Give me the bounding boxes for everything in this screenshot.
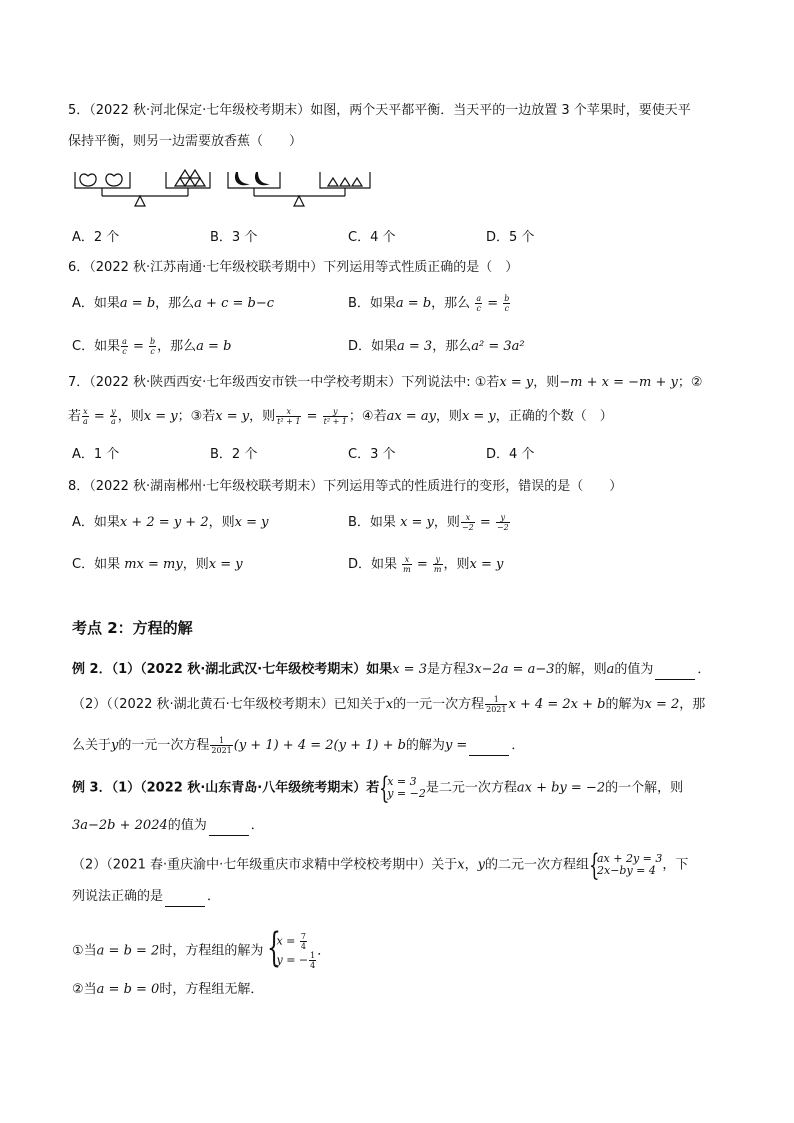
ex3-part1-line1: 例 3．（1）（2022 秋·山东青岛·八年级统考期末）若 { x = 3 y = −2 是二元一次方程ax + by = −2的一个解，则 <box>72 771 684 806</box>
q8-option-b: B．如果 x = y，则 $\frac{x}{-2}$ = $\frac{y}{-2}$ <box>348 513 509 532</box>
ex3-part2-line2: 列说法正确的是 ． <box>72 887 220 907</box>
balance-figure <box>70 164 390 214</box>
q5-line1: 5．（2022 秋·河北保定·七年级校考期末）如图，两个天平都平衡．当天平的一边放置 3 个苹果时，要使天平 <box>68 103 691 118</box>
q5-option-a: A．2 个 <box>72 230 120 245</box>
q7-line1: 7．（2022 秋·陕西西安·七年级西安市铁一中学校考期末）下列说法中: ①若x = y，则−m + x = −m + y；② <box>68 375 703 390</box>
q6-option-a: A．如果a = b，那么a + c = b−c <box>72 296 274 311</box>
banana-icon <box>255 172 270 185</box>
q7-option-d: D．4 个 <box>486 447 535 462</box>
ex2-part1: 例 2．（1）（2022 秋·湖北武汉·七年级校考期末）如果x = 3是方程3x−2a = a−3的解，则a的值为 ． <box>72 660 710 680</box>
solution-system: { x = $\frac{7}{4}$ y = − $\frac{1}{4}$ <box>267 925 316 971</box>
q5-option-c: C．4 个 <box>348 230 396 245</box>
ex3-part1-line2: 3a−2b + 2024的值为 ． <box>72 816 264 836</box>
banana-icon <box>235 172 250 185</box>
section-heading: 考点 2：方程的解 <box>72 619 193 637</box>
q7-option-c: C．3 个 <box>348 447 396 462</box>
q5-option-b: B．3 个 <box>210 230 258 245</box>
q7-line2: 若 $\frac{x}{a}$ = $\frac{y}{a}$ ，则x = y；③若x = y，则 $\frac{x}{\text{t² + 1}}$ = $\frac{y}{\text{t² + 1}}$ ；④若ax = ay，则x = y，正确的个数（ ） <box>68 407 613 426</box>
q6-option-b: B．如果a = b，那么 $\frac{a}{c}$ = $\frac{b}{c}$ <box>348 294 510 313</box>
ex2-part2-line1: （2）（（2022 秋·湖北黄石·七年级校考期末）已知关于x的一元一次方程 $\frac{1}{2021}$ x + 4 = 2x + b的解为x = 2，那 <box>72 695 706 714</box>
answer-blank[interactable] <box>655 665 695 680</box>
answer-blank[interactable] <box>469 741 509 756</box>
q5-line2: 保持平衡，则另一边需要放香蕉（ ） <box>68 134 303 149</box>
equation-system-1: { x = 3 y = −2 <box>379 771 426 806</box>
q6-option-d: D．如果a = 3，那么a² = 3a² <box>348 339 525 354</box>
q8-option-d: D．如果 $\frac{x}{m}$ = $\frac{y}{m}$ ，则x = y <box>348 555 504 574</box>
q7-option-b: B．2 个 <box>210 447 258 462</box>
q5-option-d: D．5 个 <box>486 230 535 245</box>
equation-system-2: { ax + 2y = 3 2x−by = 4 <box>589 848 663 883</box>
q8-option-a: A．如果x + 2 = y + 2，则x = y <box>72 515 269 530</box>
ex3-part2-line1: （2）（2021 春·重庆渝中·七年级重庆市求精中学校校考期中）关于x，y的二元一次方程组 { ax + 2y = 3 2x−by = 4 ，下 <box>72 848 689 883</box>
q8-stem: 8．（2022 秋·湖南郴州·七年级校联考期末）下列运用等式的性质进行的变形，错误的是（ ） <box>68 479 623 494</box>
q6-stem: 6．（2022 秋·江苏南通·七年级校联考期中）下列运用等式性质正确的是（ ） <box>68 260 519 275</box>
ex2-part2-line2: 么关于y的一元一次方程 $\frac{1}{2021}$ (y + 1) + 4 = 2(y + 1) + b的解为y = ． <box>72 736 525 755</box>
ex3-item1: ①当a = b = 2时，方程组的解为 { x = $\frac{7}{4}$ y = − $\frac{1}{4}$ ． <box>72 925 331 971</box>
q7-option-a: A．1 个 <box>72 447 120 462</box>
q6-option-c: C．如果 $\frac{a}{c}$ = $\frac{b}{c}$ ，那么a = b <box>72 337 232 356</box>
ex3-item2: ②当a = b = 0时，方程组无解． <box>72 982 264 997</box>
answer-blank[interactable] <box>165 892 205 907</box>
answer-blank[interactable] <box>209 821 249 836</box>
q8-option-c: C．如果 mx = my，则x = y <box>72 557 243 572</box>
